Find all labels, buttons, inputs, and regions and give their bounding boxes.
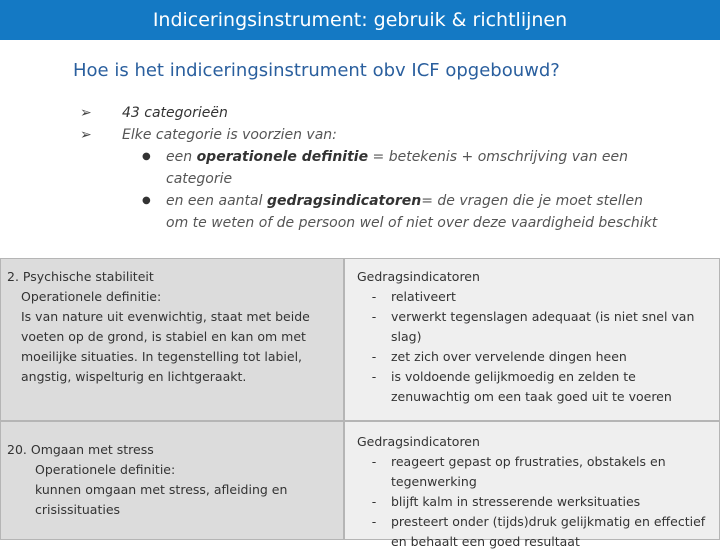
indicators-cell <box>344 258 720 421</box>
definition-text: kunnen omgaan met stress, afleiding en crisissituaties <box>35 482 288 517</box>
category-title: 2. Psychische stabiliteit <box>7 269 154 284</box>
sub-bullet-item <box>80 190 660 234</box>
indicator-item <box>357 347 707 367</box>
dash-icon: - <box>371 309 377 324</box>
indicators-cell <box>344 421 720 549</box>
bold-term: operationele definitie <box>196 149 369 165</box>
arrow-bullet-icon: ➢ <box>80 105 92 121</box>
indicators-label: Gedragsindicatoren <box>357 434 480 449</box>
indicator-item <box>357 367 707 407</box>
bullet-list <box>80 102 660 234</box>
indicator-item <box>357 307 707 347</box>
indicator-item <box>357 452 707 492</box>
bold-term: gedragsindicatoren <box>266 193 422 209</box>
indicator-text: verwerkt tegenslagen adequaat (is niet snel van slag) <box>391 309 695 344</box>
dash-icon: - <box>371 289 377 304</box>
indicator-item <box>357 512 707 552</box>
definition-text: Is van nature uit evenwichtig, staat met beide voeten op de grond, is stabiel en kan om met moeilijke situaties. In tegenstelling tot labiel, angstig, wispelturig en lichtgeraakt. <box>21 309 310 384</box>
sub-bullet-item <box>80 146 660 190</box>
dash-icon: - <box>371 349 377 364</box>
slide-title-bar <box>0 0 720 40</box>
indicator-text: relativeert <box>391 289 456 304</box>
indicator-text: zet zich over vervelende dingen heen <box>391 349 627 364</box>
definition-label: Operationele definitie: <box>21 289 162 304</box>
category-title: 20. Omgaan met stress <box>7 442 154 457</box>
dash-icon: - <box>371 514 377 529</box>
indicator-item <box>357 287 707 307</box>
indicator-text: reageert gepast op frustraties, obstakels en tegenwerking <box>391 454 666 489</box>
indicator-text: blijft kalm in stresserende werksituaties <box>391 494 641 509</box>
arrow-bullet-icon: ➢ <box>80 127 92 143</box>
sub-bullet-text <box>166 146 660 190</box>
sub-bullet-text <box>166 190 660 234</box>
text-part: een <box>166 149 197 165</box>
text-part: = de vragen die je moet stellen om te weten of de persoon wel of niet over deze vaardigheid beschikt <box>166 193 658 231</box>
indicator-text: is voldoende gelijkmoedig en zelden te zenuwachtig om een taak goed uit te voeren <box>391 369 672 404</box>
dot-bullet-icon: ● <box>142 151 151 162</box>
text-part: en een aantal <box>166 193 267 209</box>
indicator-text: presteert onder (tijds)druk gelijkmatig en effectief en behaalt een goed resultaat <box>391 514 706 549</box>
dash-icon: - <box>371 369 377 384</box>
definition-label: Operationele definitie: <box>35 462 176 477</box>
subtitle: Hoe is het indiceringsinstrument obv ICF opgebouwd? <box>73 60 560 81</box>
category-table <box>0 258 720 549</box>
dash-icon: - <box>371 494 377 509</box>
indicators-label: Gedragsindicatoren <box>357 269 480 284</box>
definition-cell <box>0 421 344 540</box>
text-part: = betekenis + omschrijving van een categorie <box>166 149 628 187</box>
bullet-item <box>80 102 660 124</box>
bullet-text: Elke categorie is voorzien van: <box>122 127 337 143</box>
bullet-text: 43 categorieën <box>122 105 228 121</box>
slide-title: Indiceringsinstrument: gebruik & richtlijnen <box>152 9 568 31</box>
definition-cell <box>0 258 344 421</box>
bullet-item <box>80 124 660 146</box>
dot-bullet-icon: ● <box>142 195 151 206</box>
indicator-item <box>357 492 707 512</box>
dash-icon: - <box>371 454 377 469</box>
